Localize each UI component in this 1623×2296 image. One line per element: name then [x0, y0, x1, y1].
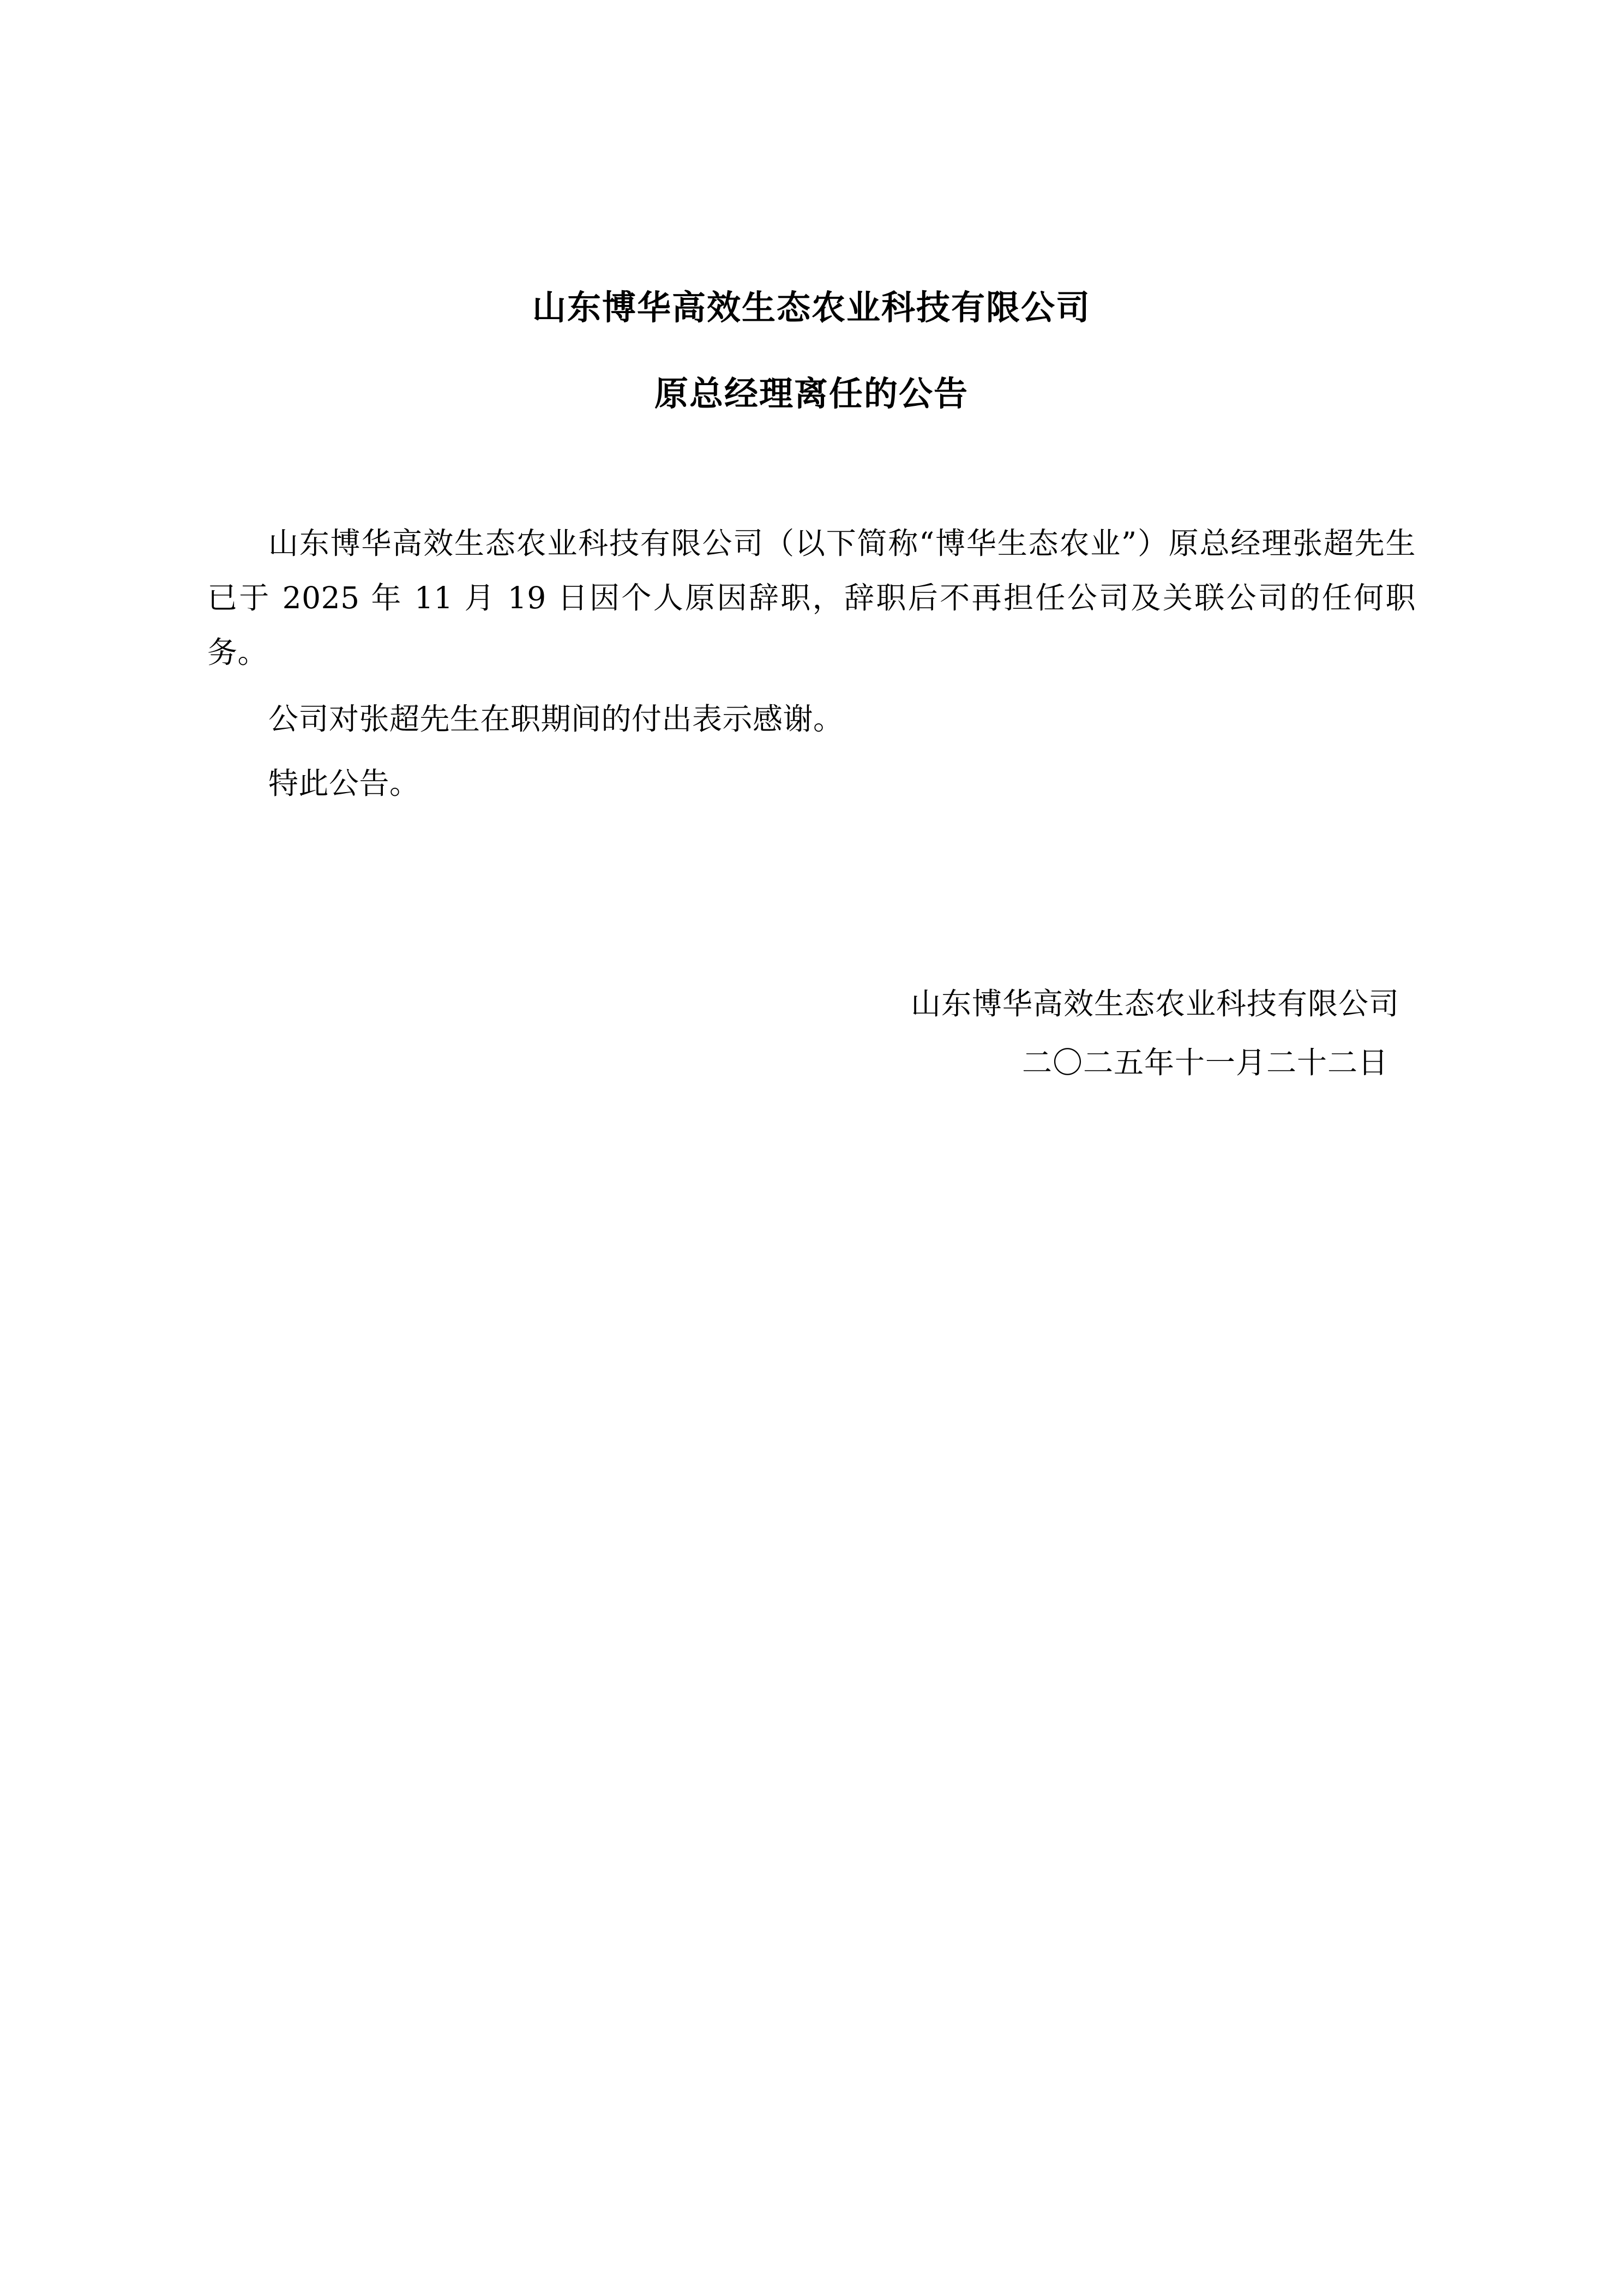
page-title-line-2: 原总经理离任的公告 [654, 374, 969, 413]
document-content [207, 278, 1416, 1092]
signature-block [207, 974, 1416, 1092]
paragraph-3: 特此公告。 [268, 766, 420, 801]
paragraph-1: 山东博华高效生态农业科技有限公司（以下简称“博华生态农业”）原总经理张超先生已于 2025 年 11 月 19 日因个人原因辞职，辞职后不再担任公司及关联公司的任何职务。 [207, 526, 1416, 670]
page-title-line-1: 山东博华高效生态农业科技有限公司 [532, 287, 1091, 327]
document-body [207, 516, 1416, 811]
signature-date: 二〇二五年十一月二十二日 [1021, 1045, 1388, 1080]
signature-company: 山东博华高效生态农业科技有限公司 [910, 986, 1399, 1021]
paragraph-2: 公司对张超先生在职期间的付出表示感谢。 [268, 702, 844, 736]
